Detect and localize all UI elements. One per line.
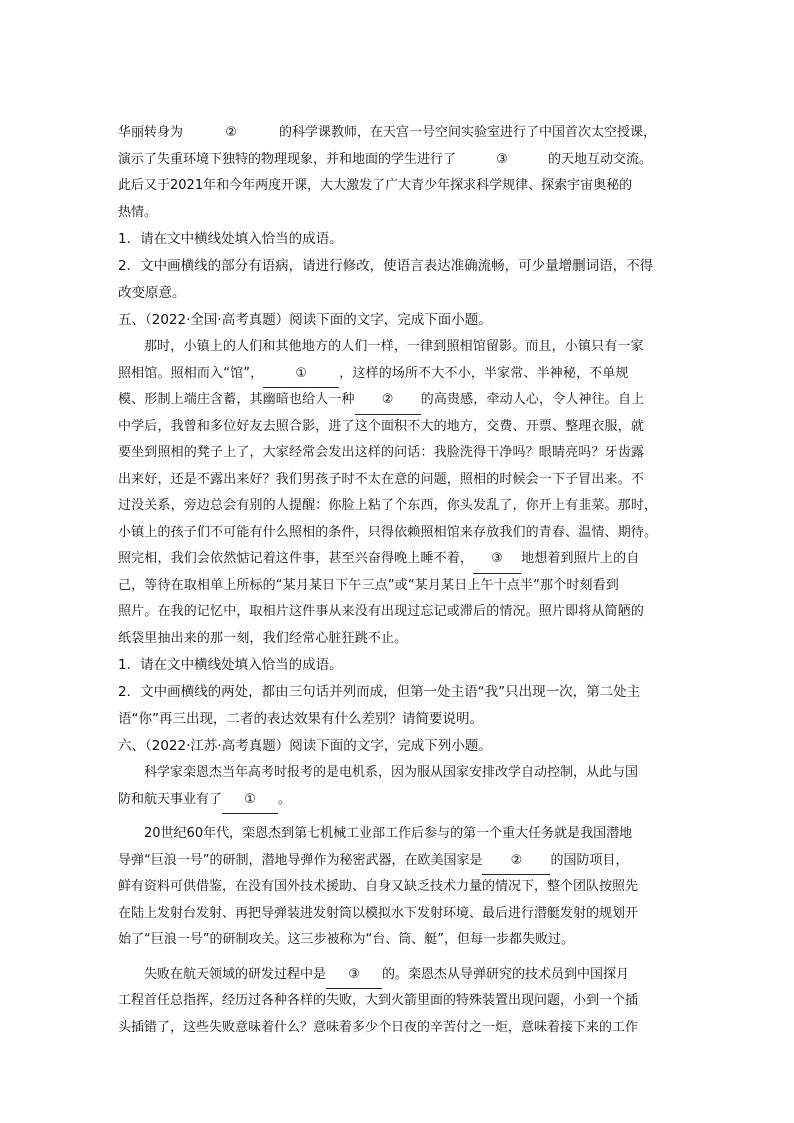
passage-line: 科学家栾恩杰当年高考时报考的是电机系，因为服从国家安排改学自动控制，从此与国 bbox=[144, 765, 639, 780]
passage-line: 照片。在我的记忆中，取相片这件事从来没有出现过忘记或滞后的情况。照片即将从简陋的 bbox=[118, 604, 645, 619]
passage-line: 防和航天事业有了 ① 。 bbox=[118, 787, 678, 814]
section-five-passage bbox=[118, 334, 678, 652]
blank-1: ① bbox=[263, 361, 339, 389]
section-six-heading: 六、（2022·江苏·高考真题）阅读下面的文字，完成下列小题。 bbox=[118, 738, 492, 754]
passage-line: 失败在航天领域的研发过程中是 ③ 的。栾恩杰从导弹研究的技术员到中国探月 bbox=[118, 962, 678, 989]
blank-2: ② bbox=[355, 387, 421, 415]
blank-3: ③ bbox=[326, 962, 382, 990]
passage-line: 小镇上的孩子们不可能有什么照相的条件，只得依赖照相馆来存放我们的青春、温情、期待。 bbox=[118, 524, 658, 540]
passage-line: 鲜有资料可供借鉴，在没有国外技术援助、自身又缺乏技术力量的情况下，整个团队按照先 bbox=[118, 879, 639, 894]
passage-line: 演示了失重环境下独特的物理现象，并和地面的学生进行了 ③ 的天地互动交流。 bbox=[118, 147, 678, 174]
passage-line: 过没关系，旁边总会有别的人提醒：你脸上粘了个东西，你头发乱了，你开上有韭菜。那时， bbox=[118, 498, 658, 513]
passage-line: 己，等待在取相单上所标的“某月某日下午三点”或“某月某日上午十点半”那个时刻看到 bbox=[118, 577, 619, 593]
passage-line: 照完相，我们会依然惦记着这件事，甚至兴奋得晚上睡不着， ③ 地想着到照片上的自 bbox=[118, 546, 678, 573]
passage-line: 工程首任总指挥，经历过各种各样的失败，大到火箭里面的特殊装置出现问题，小到一个插 bbox=[118, 993, 639, 1008]
passage-line: 热情。 bbox=[118, 204, 158, 220]
section-five-heading: 五、（2022·全国·高考真题）阅读下面的文字，完成下面小题。 bbox=[118, 312, 492, 328]
passage-line: 导弹“巨浪一号”的研制，潜地导弹作为秘密武器，在欧美国家是 ② 的国防项目， bbox=[118, 848, 678, 875]
blank-3: ③ bbox=[496, 151, 508, 167]
section-six-passage bbox=[118, 760, 678, 1041]
passage-line: 此后又于2021年和今年两度开课，大大激发了广大青少年探求科学规律、探索宇宙奥秘的 bbox=[118, 178, 633, 193]
passage-line: 始了“巨浪一号”的研制攻关。这三步被称为“台、筒、艇”，但每一步都失败过。 bbox=[118, 932, 574, 947]
blank-2: ② bbox=[225, 125, 237, 140]
passage-line: 出来好，还是不露出来好？我们男孩子时不太在意的问题，照相的时候会一下子冒出来。不 bbox=[118, 471, 645, 487]
passage-four-tail bbox=[118, 120, 678, 226]
passage-line: 中学后，我曾和多位好友去照合影，进了这个面积不大的地方，交费、开票、整理衣服，就 bbox=[118, 418, 645, 434]
passage-line: 照相馆。照相而入“馆”， ① ，这样的场所不大不小，半家常、半神秘，不单规 bbox=[118, 361, 678, 388]
passage-line: 在陆上发射台发射、再把导弹装进发射筒以模拟水下发射环境、最后进行潜艇发射的规划开 bbox=[118, 905, 639, 921]
exam-page bbox=[118, 120, 678, 1041]
blank-1: ① bbox=[222, 787, 278, 815]
question-2-cont: 改变原意。 bbox=[118, 285, 186, 301]
passage-line: 那时，小镇上的人们和其他地方的人们一样，一律到照相馆留影。而且，小镇只有一家 bbox=[144, 339, 644, 354]
passage-line: 头插错了，这些失败意味着什么？意味着多少个日夜的辛苦付之一炬，意味着接下来的工作 bbox=[118, 1019, 639, 1035]
question-2-cont: 语“你”再三出现，二者的表达效果有什么差别？请简要说明。 bbox=[118, 711, 483, 727]
passage-line: 纸袋里抽出来的那一刻，我们经常心脏狂跳不止。 bbox=[118, 630, 408, 646]
passage-line: 要坐到照相的凳子上了，大家经常会发出这样的问话：我脸洗得干净吗？眼睛亮吗？牙齿露 bbox=[118, 445, 645, 460]
blank-3: ③ bbox=[473, 546, 521, 574]
question-2: 2．文中画横线的两处，都由三句话并列而成，但第一处主语“我”只出现一次，第二处主 bbox=[118, 684, 641, 700]
blank-2: ② bbox=[482, 848, 550, 876]
passage-line: 华丽转身为 ② 的科学课教师，在天宫一号空间实验室进行了中国首次太空授课， bbox=[118, 120, 678, 147]
question-2: 2．文中画横线的部分有语病，请进行修改，使语言表达准确流畅，可少量增删词语，不得 bbox=[118, 258, 654, 274]
passage-line: 20世纪60年代，栾恩杰到第七机械工业部工作后参与的第一个重大任务就是我国潜地 bbox=[144, 826, 633, 841]
passage-line: 模、形制上端庄含蓄，其幽暗也给人一种 ② 的高贵感，牵动人心，令人神往。自上 bbox=[118, 387, 678, 414]
question-1: 1．请在文中横线处填入恰当的成语。 bbox=[118, 231, 343, 247]
question-1: 1．请在文中横线处填入恰当的成语。 bbox=[118, 657, 343, 673]
